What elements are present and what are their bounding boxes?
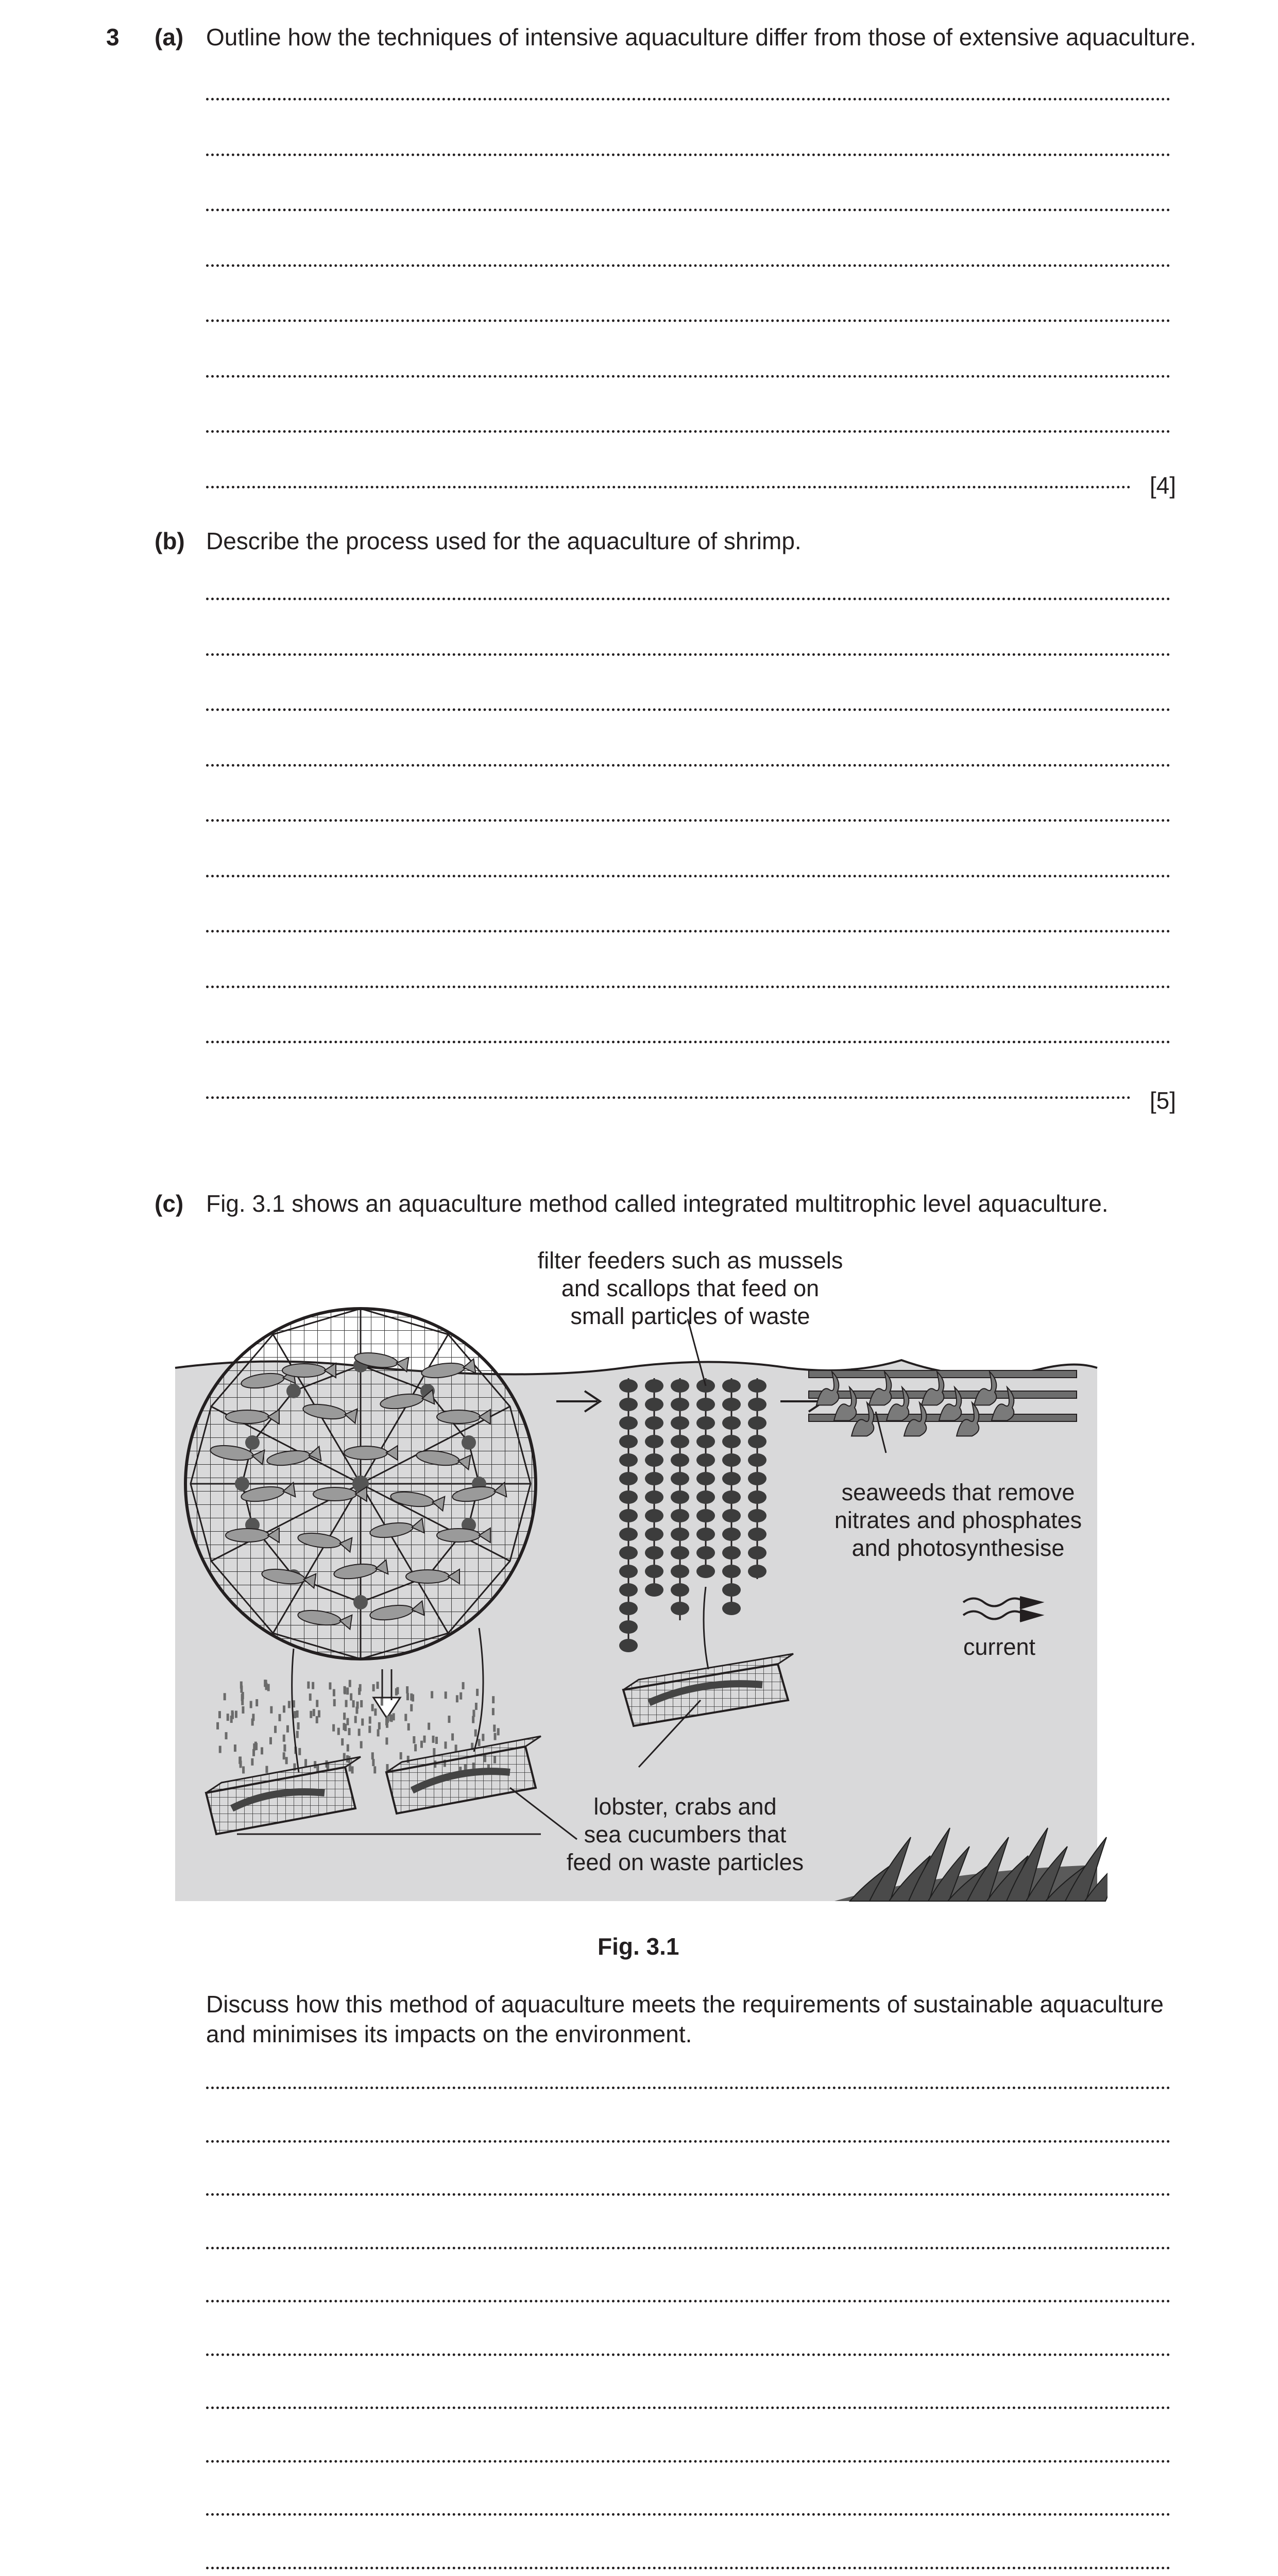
- mussel-icon: [671, 1583, 689, 1597]
- mussel-icon: [645, 1583, 663, 1597]
- answer-line[interactable]: [206, 2513, 1170, 2516]
- mussel-icon: [645, 1490, 663, 1504]
- answer-line[interactable]: [206, 2087, 1170, 2089]
- figure-3-1: [170, 1236, 1107, 1911]
- mussel-icon: [671, 1416, 689, 1430]
- lobster-label: lobster, crabs and sea cucumbers that feed on waste particles: [566, 1793, 804, 1875]
- mussel-icon: [619, 1453, 638, 1467]
- mussel-icon: [619, 1490, 638, 1504]
- mussel-icon: [748, 1435, 766, 1448]
- mussel-icon: [722, 1509, 741, 1522]
- mussel-icon: [748, 1472, 766, 1485]
- mussel-icon: [619, 1565, 638, 1578]
- mussel-icon: [645, 1435, 663, 1448]
- mussel-icon: [748, 1490, 766, 1504]
- answer-line[interactable]: [206, 430, 1170, 433]
- mussel-icon: [619, 1472, 638, 1485]
- answer-line[interactable]: [206, 598, 1170, 600]
- mussel-icon: [722, 1453, 741, 1467]
- answer-line[interactable]: [206, 2193, 1170, 2196]
- answer-line[interactable]: [206, 708, 1170, 711]
- part-a-letter: (a): [155, 24, 184, 50]
- mussel-icon: [619, 1509, 638, 1522]
- mussel-icon: [722, 1490, 741, 1504]
- answer-line[interactable]: [206, 209, 1170, 211]
- filter-feeders-label: filter feeders such as mussels and scallops that feed on small particles of waste: [537, 1247, 843, 1329]
- mussel-icon: [696, 1546, 715, 1560]
- answer-line[interactable]: [206, 264, 1170, 267]
- mussel-icon: [619, 1583, 638, 1597]
- mussel-icon: [645, 1528, 663, 1541]
- mussel-icon: [722, 1583, 741, 1597]
- seaweeds-label: seaweeds that remove nitrates and phosphates and photosynthesise: [834, 1479, 1082, 1561]
- discuss-prompt-line-2: and minimises its impacts on the environment.: [206, 2021, 692, 2047]
- discuss-prompt-line-1: Discuss how this method of aquaculture meets the requirements of sustainable aquaculture: [206, 1991, 1164, 2018]
- mussel-icon: [748, 1546, 766, 1560]
- mussel-icon: [722, 1546, 741, 1560]
- fish-pen: [185, 1309, 536, 1659]
- mussel-icon: [696, 1435, 715, 1448]
- answer-line[interactable]: [206, 2247, 1170, 2249]
- mussel-icon: [722, 1602, 741, 1615]
- mussel-icon: [722, 1472, 741, 1485]
- mussel-icon: [696, 1398, 715, 1411]
- mussel-icon: [671, 1509, 689, 1522]
- part-a-prompt: Outline how the techniques of intensive aquaculture differ from those of extensive aquaculture.: [206, 24, 1197, 50]
- answer-line[interactable]: [206, 154, 1170, 156]
- mussel-icon: [645, 1509, 663, 1522]
- mussel-icon: [696, 1453, 715, 1467]
- current-label: current: [963, 1634, 1036, 1660]
- answer-line[interactable]: [206, 930, 1170, 933]
- mussel-icon: [645, 1398, 663, 1411]
- mussel-icon: [671, 1435, 689, 1448]
- mussel-icon: [722, 1565, 741, 1578]
- part-c-letter: (c): [155, 1190, 184, 1217]
- answer-line[interactable]: [206, 2300, 1170, 2302]
- mussel-icon: [619, 1398, 638, 1411]
- part-b-marks: [5]: [1149, 1087, 1176, 1114]
- mussel-icon: [671, 1528, 689, 1541]
- answer-line[interactable]: [206, 375, 1170, 378]
- mussel-icon: [671, 1546, 689, 1560]
- mussel-icon: [748, 1379, 766, 1393]
- answer-line[interactable]: [206, 875, 1170, 877]
- mussel-icon: [619, 1620, 638, 1634]
- mussel-icon: [722, 1416, 741, 1430]
- mussel-icon: [722, 1435, 741, 1448]
- part-b-prompt: Describe the process used for the aquaculture of shrimp.: [206, 528, 802, 554]
- mussel-icon: [696, 1490, 715, 1504]
- mussel-icon: [671, 1472, 689, 1485]
- mussel-icon: [671, 1565, 689, 1578]
- mussel-icon: [696, 1509, 715, 1522]
- answer-line[interactable]: [206, 2567, 1170, 2569]
- mussel-icon: [645, 1379, 663, 1393]
- mussel-icon: [619, 1528, 638, 1541]
- mussel-icon: [671, 1490, 689, 1504]
- mussel-icon: [645, 1416, 663, 1430]
- answer-line[interactable]: [206, 1041, 1170, 1043]
- mussel-icon: [748, 1453, 766, 1467]
- mussel-icon: [696, 1528, 715, 1541]
- mussel-icon: [696, 1565, 715, 1578]
- mussel-icon: [722, 1398, 741, 1411]
- answer-line[interactable]: [206, 1096, 1131, 1099]
- mussel-icon: [722, 1379, 741, 1393]
- mussel-icon: [619, 1546, 638, 1560]
- mussel-icon: [748, 1398, 766, 1411]
- answer-line[interactable]: [206, 2406, 1170, 2409]
- answer-line[interactable]: [206, 986, 1170, 988]
- mussel-icon: [671, 1379, 689, 1393]
- mussel-icon: [671, 1398, 689, 1411]
- mussel-icon: [645, 1453, 663, 1467]
- mussel-icon: [748, 1528, 766, 1541]
- mussel-icon: [645, 1546, 663, 1560]
- mussel-icon: [619, 1435, 638, 1448]
- question-number: 3: [106, 24, 120, 50]
- mussel-icon: [671, 1453, 689, 1467]
- mussel-icon: [748, 1416, 766, 1430]
- mussel-icon: [619, 1379, 638, 1393]
- answer-line[interactable]: [206, 764, 1170, 767]
- mussel-icon: [619, 1639, 638, 1652]
- answer-line[interactable]: [206, 98, 1170, 100]
- answer-line[interactable]: [206, 653, 1170, 656]
- mussel-icon: [722, 1528, 741, 1541]
- answer-line[interactable]: [206, 2140, 1170, 2143]
- part-a-marks: [4]: [1149, 472, 1176, 499]
- answer-line[interactable]: [206, 819, 1170, 822]
- mussel-icon: [748, 1565, 766, 1578]
- answer-line[interactable]: [206, 319, 1170, 322]
- figure-caption: Fig. 3.1: [598, 1933, 679, 1960]
- mussel-icon: [645, 1565, 663, 1578]
- mussel-icon: [696, 1472, 715, 1485]
- mussel-icon: [645, 1472, 663, 1485]
- part-c-prompt: Fig. 3.1 shows an aquaculture method called integrated multitrophic level aquaculture.: [206, 1190, 1109, 1217]
- answer-line[interactable]: [206, 2353, 1170, 2356]
- answer-line[interactable]: [206, 2460, 1170, 2463]
- mussel-icon: [696, 1416, 715, 1430]
- answer-line[interactable]: [206, 486, 1131, 488]
- mussel-icon: [748, 1509, 766, 1522]
- mussel-icon: [619, 1602, 638, 1615]
- mussel-icon: [671, 1602, 689, 1615]
- mussel-icon: [619, 1416, 638, 1430]
- part-b-letter: (b): [155, 528, 185, 554]
